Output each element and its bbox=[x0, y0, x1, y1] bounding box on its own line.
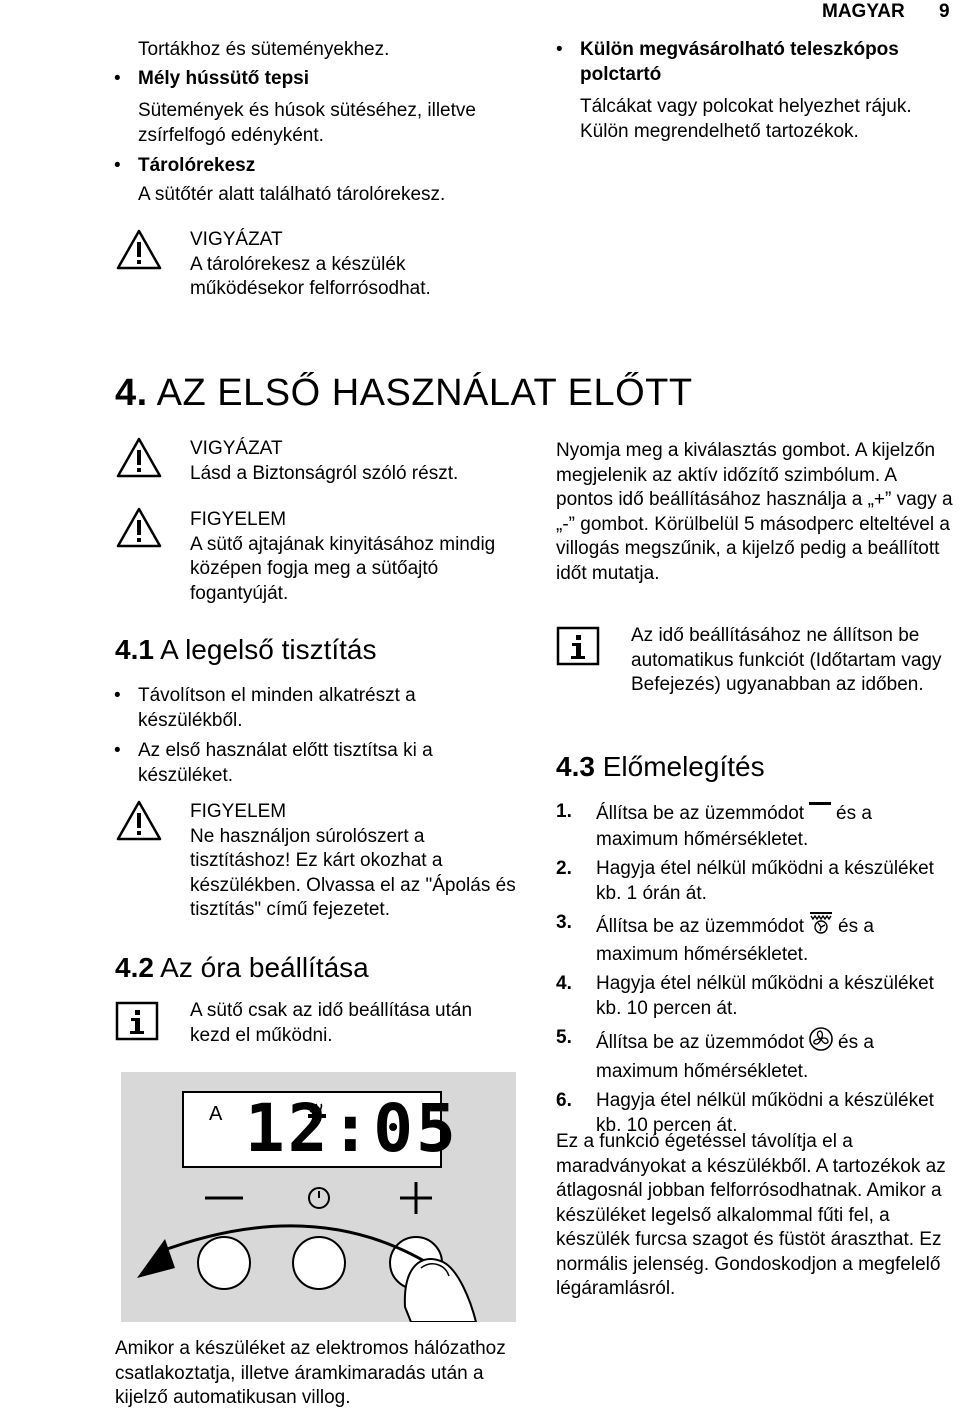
step-text: Hagyja étel nélkül működni a készüléket kb. 10 percen át. bbox=[596, 1090, 934, 1136]
subsection-heading bbox=[115, 952, 369, 984]
accessories-list-right bbox=[556, 38, 941, 144]
warning-title: VIGYÁZAT bbox=[190, 229, 283, 250]
warning-note bbox=[190, 437, 520, 486]
subsection-title: Az óra beállítása bbox=[160, 952, 369, 983]
section-number: 4. bbox=[115, 372, 148, 414]
caution-note bbox=[190, 800, 520, 923]
step-text: Hagyja étel nélkül működni a készüléket kb. 10 percen át. bbox=[596, 973, 934, 1019]
step-number: 3. bbox=[556, 912, 572, 933]
grill-fan-icon bbox=[808, 911, 834, 943]
caution-note bbox=[190, 508, 510, 606]
accessories-list-left bbox=[114, 38, 514, 207]
page-language-label: MAGYAR bbox=[822, 1, 905, 22]
clock-display-illustration bbox=[121, 1072, 516, 1322]
list-item bbox=[114, 154, 514, 207]
warning-title: VIGYÁZAT bbox=[190, 438, 283, 459]
list-item: • Távolítson el minden alkatrészt a készülékből. bbox=[114, 684, 509, 733]
top-heat-icon bbox=[808, 800, 832, 828]
step-item bbox=[556, 911, 941, 967]
step-number: 4. bbox=[556, 973, 572, 994]
item-title: • Külön megvásárolható teleszkópos polctartó bbox=[580, 39, 899, 85]
subsection-heading bbox=[556, 751, 765, 783]
caution-title: FIGYELEM bbox=[190, 801, 287, 822]
info-note: Az idő beállításához ne állítson be automatikus funkciót (Időtartam vagy Befejezés) ugyanabban az időben. bbox=[631, 625, 942, 695]
caution-text: Ne használjon súrolószert a tisztításhoz! Ez kárt okozhat a készülékben. Olvassa el az "Ápolás és tisztítás" című fejezetet. bbox=[190, 825, 516, 920]
item-title: • Tárolórekesz bbox=[138, 155, 256, 176]
item-desc: Tálcákat vagy polcokat helyezhet rájuk. Külön megrendelhető tartozékok. bbox=[580, 96, 912, 142]
subsection-number: 4.1 bbox=[115, 634, 154, 665]
section-title: AZ ELSŐ HASZNÁLAT ELŐTT bbox=[156, 372, 693, 414]
display-indicator-label: A bbox=[209, 1103, 223, 1125]
warning-icon bbox=[115, 436, 163, 480]
preheat-closing-text: Ez a funkció égetéssel távolítja el a maradványokat a készülékből. A tartozékok az átlagosnál jobban felforrósodhatnak. Amikor a készüléket legelső alkalommal fűti fel, a készülék furcsa szagot és füstöt áraszthat. Ez normális jelenség. Gondoskodjon a megfelelő légáramlásról. bbox=[556, 1131, 946, 1299]
fan-icon bbox=[808, 1026, 834, 1060]
step-text: és a maximum hőmérsékletet. bbox=[596, 1031, 874, 1082]
intro-text: Tortákhoz és süteményekhez. bbox=[138, 39, 390, 60]
step-text: Hagyja étel nélkül működni a készüléket kb. 1 órán át. bbox=[596, 858, 934, 904]
caution-text: A sütő ajtajának kinyitásához mindig középen fogja meg a sütőajtó fogantyúját. bbox=[190, 533, 496, 604]
caution-icon bbox=[115, 799, 163, 843]
info-note: A sütő csak az idő beállítása után kezd el működni. bbox=[190, 1000, 473, 1046]
subsection-number: 4.2 bbox=[115, 952, 154, 983]
info-icon bbox=[556, 626, 600, 666]
step-text: Állítsa be az üzemmódot bbox=[596, 915, 805, 937]
clock-instructions: Nyomja meg a kiválasztás gombot. A kijelzőn megjelenik az aktív időzítő szimbólum. A pontos idő beállításához használja a „+” vagy a „-” gombot. Körülbelül 5 másodperc elteltével a villogás megszűnik, a kijelző pedig a beállított időt mutatja. bbox=[556, 440, 953, 584]
warning-text: Lásd a Biztonságról szóló részt. bbox=[190, 462, 459, 484]
subsection-title: Előmelegítés bbox=[602, 751, 765, 782]
warning-note bbox=[190, 228, 520, 302]
step-text: Állítsa be az üzemmódot bbox=[596, 802, 805, 824]
caution-title: FIGYELEM bbox=[190, 509, 287, 530]
step-text: Állítsa be az üzemmódot bbox=[596, 1031, 805, 1053]
preheat-steps bbox=[556, 800, 941, 1143]
step-text: és a maximum hőmérsékletet. bbox=[596, 915, 874, 965]
warning-text: A tárolórekesz a készülék működésekor felforrósodhat. bbox=[190, 253, 431, 299]
item-desc: Sütemények és húsok sütéséhez, illetve zsírfelfogó edényként. bbox=[138, 100, 476, 146]
step-item bbox=[556, 857, 941, 906]
cleaning-list bbox=[114, 684, 509, 788]
list-item: • Az első használat előtt tisztítsa ki a készüléket. bbox=[114, 739, 509, 788]
info-icon bbox=[115, 1001, 159, 1041]
section-heading bbox=[115, 372, 693, 414]
step-item bbox=[556, 800, 941, 852]
step-item bbox=[556, 1026, 941, 1084]
subsection-number: 4.3 bbox=[556, 751, 595, 782]
step-number: 2. bbox=[556, 858, 572, 879]
subsection-title: A legelső tisztítás bbox=[160, 634, 377, 665]
warning-icon bbox=[115, 228, 163, 272]
step-item bbox=[556, 972, 941, 1021]
display-time: 12:05 bbox=[245, 1090, 459, 1167]
page-number: 9 bbox=[939, 1, 950, 22]
after-power-text: Amikor a készüléket az elektromos hálózathoz csatlakoztatja, illetve áramkimaradás után a kijelző automatikusan villog. bbox=[115, 1338, 506, 1408]
item-desc: A sütőtér alatt található tárolórekesz. bbox=[138, 183, 446, 205]
item-title: • Mély hússütő tepsi bbox=[138, 67, 310, 89]
caution-icon bbox=[115, 506, 163, 550]
step-text: és a maximum hőmérsékletet. bbox=[596, 802, 872, 850]
step-number: 1. bbox=[556, 801, 572, 822]
step-number: 5. bbox=[556, 1027, 572, 1048]
subsection-heading bbox=[115, 634, 377, 666]
list-item bbox=[114, 67, 514, 149]
list-item bbox=[556, 38, 941, 144]
step-number: 6. bbox=[556, 1090, 572, 1111]
